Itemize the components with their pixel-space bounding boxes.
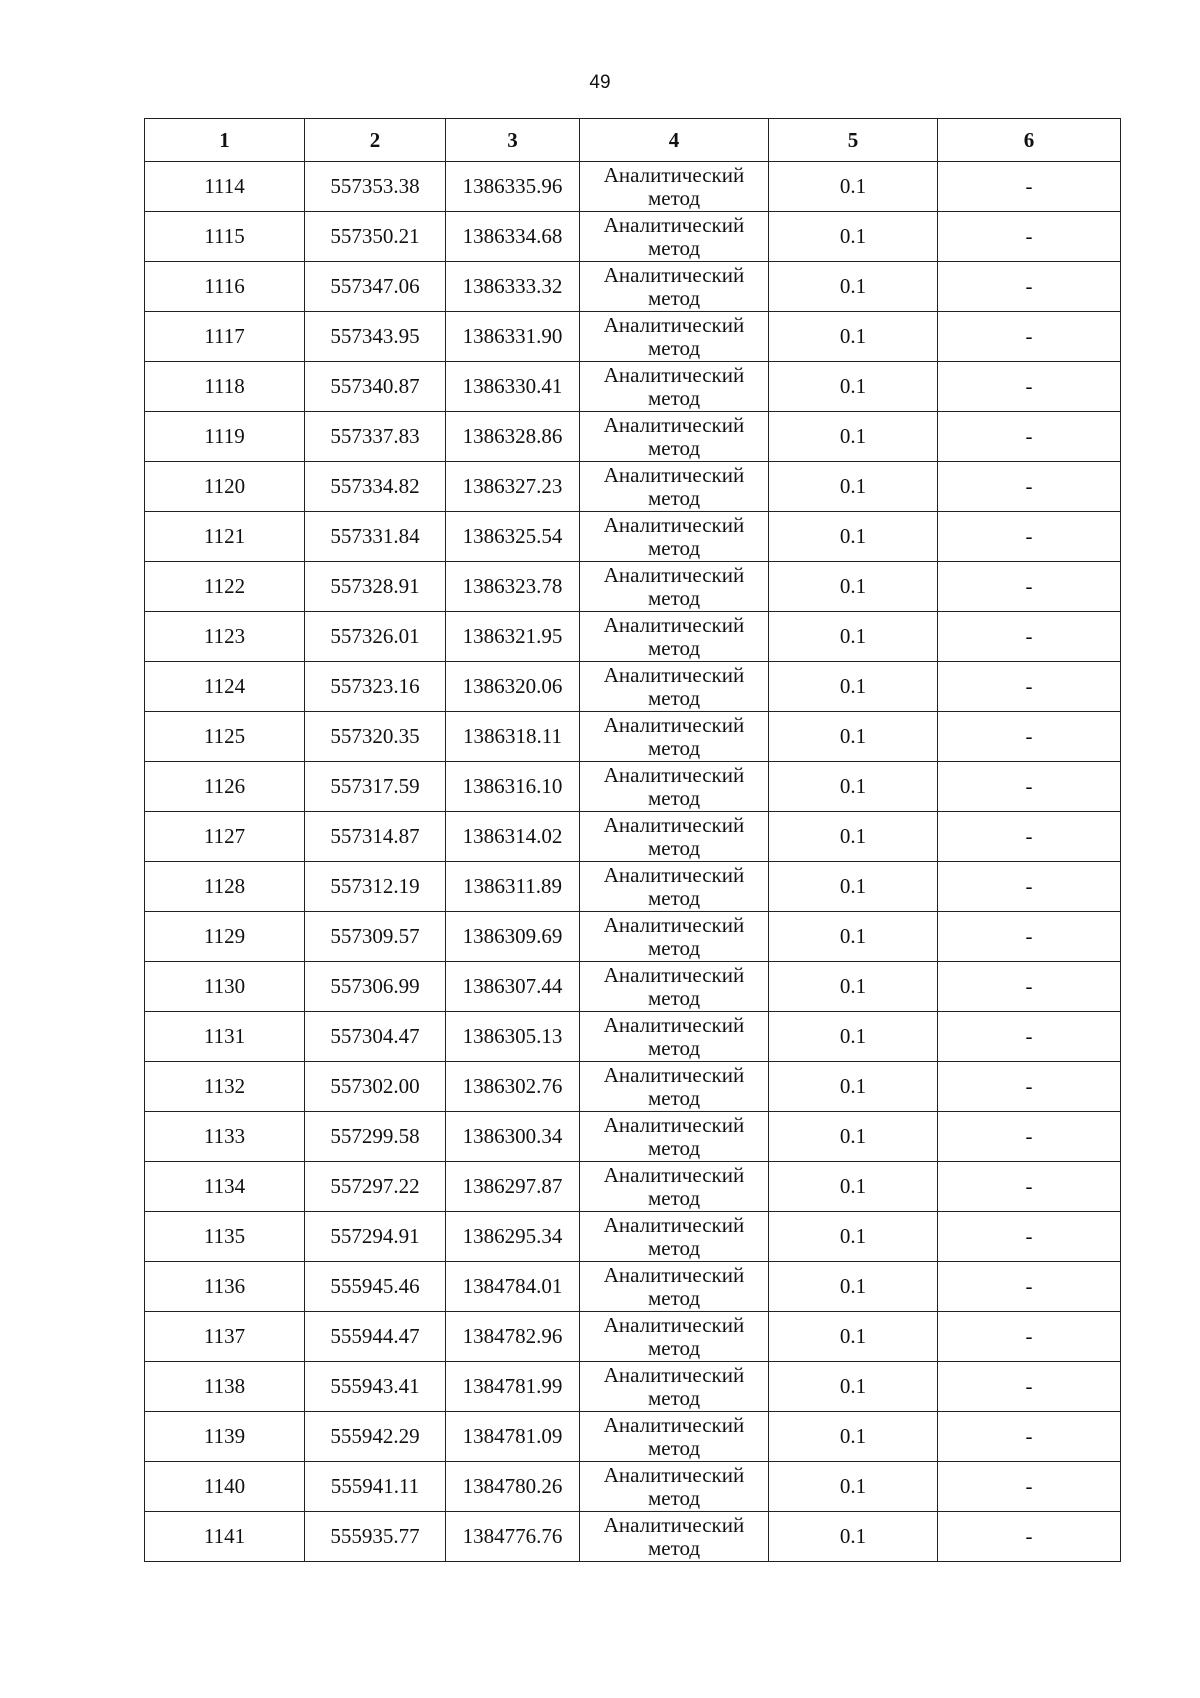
method-line-1: Аналитический xyxy=(603,662,745,687)
table-row xyxy=(145,1362,1121,1412)
accuracy-cell: 0.1 xyxy=(769,1212,938,1262)
note-cell: - xyxy=(938,162,1121,212)
x-coordinate-cell: 557340.87 xyxy=(305,362,446,412)
method-line-2: метод xyxy=(647,1085,701,1110)
point-number-cell: 1139 xyxy=(145,1412,305,1462)
method-line-2: метод xyxy=(647,235,701,260)
method-line-1: Аналитический xyxy=(603,412,745,437)
method-line-2: метод xyxy=(647,285,701,310)
accuracy-cell: 0.1 xyxy=(769,162,938,212)
note-cell: - xyxy=(938,212,1121,262)
method-line-1: Аналитический xyxy=(603,512,745,537)
point-number-cell: 1121 xyxy=(145,512,305,562)
accuracy-cell: 0.1 xyxy=(769,912,938,962)
accuracy-cell: 0.1 xyxy=(769,1412,938,1462)
x-coordinate-cell: 557294.91 xyxy=(305,1212,446,1262)
method-line-2: метод xyxy=(647,1335,701,1360)
accuracy-cell: 0.1 xyxy=(769,712,938,762)
point-number-cell: 1138 xyxy=(145,1362,305,1412)
header-cell: 5 xyxy=(769,119,938,162)
method-cell xyxy=(580,262,769,312)
method-line-2: метод xyxy=(647,585,701,610)
note-cell: - xyxy=(938,412,1121,462)
method-cell xyxy=(580,1362,769,1412)
note-cell: - xyxy=(938,1312,1121,1362)
note-cell: - xyxy=(938,262,1121,312)
method-line-2: метод xyxy=(647,1285,701,1310)
method-cell xyxy=(580,1162,769,1212)
method-cell xyxy=(580,1312,769,1362)
method-line-1: Аналитический xyxy=(603,1112,745,1137)
method-line-1: Аналитический xyxy=(603,262,745,287)
note-cell: - xyxy=(938,1112,1121,1162)
x-coordinate-cell: 555943.41 xyxy=(305,1362,446,1412)
table-row xyxy=(145,312,1121,362)
accuracy-cell: 0.1 xyxy=(769,1362,938,1412)
table-row xyxy=(145,162,1121,212)
note-cell: - xyxy=(938,1012,1121,1062)
accuracy-cell: 0.1 xyxy=(769,462,938,512)
note-cell: - xyxy=(938,1162,1121,1212)
table-row xyxy=(145,912,1121,962)
method-line-1: Аналитический xyxy=(603,962,745,987)
accuracy-cell: 0.1 xyxy=(769,1312,938,1362)
table-row xyxy=(145,562,1121,612)
x-coordinate-cell: 557302.00 xyxy=(305,1062,446,1112)
method-line-1: Аналитический xyxy=(603,212,745,237)
point-number-cell: 1123 xyxy=(145,612,305,662)
method-line-1: Аналитический xyxy=(603,1412,745,1437)
note-cell: - xyxy=(938,1412,1121,1462)
method-cell xyxy=(580,212,769,262)
method-line-1: Аналитический xyxy=(603,1362,745,1387)
accuracy-cell: 0.1 xyxy=(769,1112,938,1162)
table-row xyxy=(145,862,1121,912)
table-row xyxy=(145,512,1121,562)
point-number-cell: 1129 xyxy=(145,912,305,962)
method-line-1: Аналитический xyxy=(603,712,745,737)
method-line-2: метод xyxy=(647,1385,701,1410)
y-coordinate-cell: 1386307.44 xyxy=(446,962,580,1012)
method-line-2: метод xyxy=(647,1485,701,1510)
y-coordinate-cell: 1386320.06 xyxy=(446,662,580,712)
y-coordinate-cell: 1384782.96 xyxy=(446,1312,580,1362)
accuracy-cell: 0.1 xyxy=(769,612,938,662)
note-cell: - xyxy=(938,1262,1121,1312)
header-cell: 1 xyxy=(145,119,305,162)
x-coordinate-cell: 557353.38 xyxy=(305,162,446,212)
method-line-2: метод xyxy=(647,985,701,1010)
method-line-1: Аналитический xyxy=(603,1012,745,1037)
x-coordinate-cell: 557337.83 xyxy=(305,412,446,462)
y-coordinate-cell: 1384780.26 xyxy=(446,1462,580,1512)
x-coordinate-cell: 557297.22 xyxy=(305,1162,446,1212)
accuracy-cell: 0.1 xyxy=(769,662,938,712)
accuracy-cell: 0.1 xyxy=(769,762,938,812)
accuracy-cell: 0.1 xyxy=(769,412,938,462)
table-row xyxy=(145,762,1121,812)
method-cell xyxy=(580,562,769,612)
method-line-2: метод xyxy=(647,735,701,760)
table-row xyxy=(145,962,1121,1012)
method-line-1: Аналитический xyxy=(603,312,745,337)
y-coordinate-cell: 1386297.87 xyxy=(446,1162,580,1212)
table-row xyxy=(145,1012,1121,1062)
method-line-1: Аналитический xyxy=(603,612,745,637)
header-row xyxy=(145,119,1121,162)
y-coordinate-cell: 1386328.86 xyxy=(446,412,580,462)
point-number-cell: 1131 xyxy=(145,1012,305,1062)
point-number-cell: 1118 xyxy=(145,362,305,412)
accuracy-cell: 0.1 xyxy=(769,1262,938,1312)
method-line-2: метод xyxy=(647,1235,701,1260)
x-coordinate-cell: 557304.47 xyxy=(305,1012,446,1062)
accuracy-cell: 0.1 xyxy=(769,1062,938,1112)
y-coordinate-cell: 1386333.32 xyxy=(446,262,580,312)
accuracy-cell: 0.1 xyxy=(769,1162,938,1212)
point-number-cell: 1124 xyxy=(145,662,305,712)
note-cell: - xyxy=(938,1062,1121,1112)
x-coordinate-cell: 557309.57 xyxy=(305,912,446,962)
accuracy-cell: 0.1 xyxy=(769,1012,938,1062)
point-number-cell: 1134 xyxy=(145,1162,305,1212)
method-cell xyxy=(580,662,769,712)
method-line-1: Аналитический xyxy=(603,912,745,937)
note-cell: - xyxy=(938,1362,1121,1412)
header-cell: 2 xyxy=(305,119,446,162)
point-number-cell: 1115 xyxy=(145,212,305,262)
method-cell xyxy=(580,962,769,1012)
x-coordinate-cell: 557320.35 xyxy=(305,712,446,762)
note-cell: - xyxy=(938,862,1121,912)
method-line-2: метод xyxy=(647,685,701,710)
accuracy-cell: 0.1 xyxy=(769,362,938,412)
header-cell: 3 xyxy=(446,119,580,162)
x-coordinate-cell: 557312.19 xyxy=(305,862,446,912)
point-number-cell: 1137 xyxy=(145,1312,305,1362)
table-row xyxy=(145,1312,1121,1362)
accuracy-cell: 0.1 xyxy=(769,1512,938,1562)
method-line-2: метод xyxy=(647,485,701,510)
accuracy-cell: 0.1 xyxy=(769,962,938,1012)
method-cell xyxy=(580,462,769,512)
table-row xyxy=(145,662,1121,712)
accuracy-cell: 0.1 xyxy=(769,812,938,862)
x-coordinate-cell: 557350.21 xyxy=(305,212,446,262)
y-coordinate-cell: 1386316.10 xyxy=(446,762,580,812)
x-coordinate-cell: 555944.47 xyxy=(305,1312,446,1362)
method-line-1: Аналитический xyxy=(603,362,745,387)
x-coordinate-cell: 555941.11 xyxy=(305,1462,446,1512)
x-coordinate-cell: 557326.01 xyxy=(305,612,446,662)
coordinates-table xyxy=(144,118,1121,1562)
x-coordinate-cell: 555935.77 xyxy=(305,1512,446,1562)
method-cell xyxy=(580,1412,769,1462)
method-line-1: Аналитический xyxy=(603,1212,745,1237)
method-line-1: Аналитический xyxy=(603,862,745,887)
table-row xyxy=(145,1412,1121,1462)
x-coordinate-cell: 557334.82 xyxy=(305,462,446,512)
note-cell: - xyxy=(938,1462,1121,1512)
table-row xyxy=(145,712,1121,762)
method-line-2: метод xyxy=(647,1185,701,1210)
point-number-cell: 1120 xyxy=(145,462,305,512)
method-cell xyxy=(580,712,769,762)
y-coordinate-cell: 1386300.34 xyxy=(446,1112,580,1162)
point-number-cell: 1141 xyxy=(145,1512,305,1562)
table-row xyxy=(145,412,1121,462)
method-line-2: метод xyxy=(647,535,701,560)
accuracy-cell: 0.1 xyxy=(769,862,938,912)
method-cell xyxy=(580,762,769,812)
note-cell: - xyxy=(938,312,1121,362)
method-line-2: метод xyxy=(647,785,701,810)
method-line-2: метод xyxy=(647,335,701,360)
y-coordinate-cell: 1386327.23 xyxy=(446,462,580,512)
x-coordinate-cell: 557306.99 xyxy=(305,962,446,1012)
method-line-1: Аналитический xyxy=(603,1462,745,1487)
y-coordinate-cell: 1386314.02 xyxy=(446,812,580,862)
table-row xyxy=(145,1112,1121,1162)
header-cell: 6 xyxy=(938,119,1121,162)
accuracy-cell: 0.1 xyxy=(769,312,938,362)
table-row xyxy=(145,1212,1121,1262)
method-line-2: метод xyxy=(647,1035,701,1060)
note-cell: - xyxy=(938,1212,1121,1262)
x-coordinate-cell: 557331.84 xyxy=(305,512,446,562)
note-cell: - xyxy=(938,762,1121,812)
table-body xyxy=(145,162,1121,1562)
method-cell xyxy=(580,912,769,962)
table-row xyxy=(145,212,1121,262)
method-line-1: Аналитический xyxy=(603,1312,745,1337)
method-cell xyxy=(580,1062,769,1112)
method-line-1: Аналитический xyxy=(603,1062,745,1087)
note-cell: - xyxy=(938,712,1121,762)
point-number-cell: 1117 xyxy=(145,312,305,362)
x-coordinate-cell: 555942.29 xyxy=(305,1412,446,1462)
y-coordinate-cell: 1384781.99 xyxy=(446,1362,580,1412)
table-row xyxy=(145,1262,1121,1312)
header-cell: 4 xyxy=(580,119,769,162)
table-row xyxy=(145,1062,1121,1112)
method-cell xyxy=(580,1112,769,1162)
method-cell xyxy=(580,162,769,212)
y-coordinate-cell: 1386305.13 xyxy=(446,1012,580,1062)
method-line-2: метод xyxy=(647,1435,701,1460)
y-coordinate-cell: 1386309.69 xyxy=(446,912,580,962)
table-row xyxy=(145,1512,1121,1562)
method-line-1: Аналитический xyxy=(603,812,745,837)
point-number-cell: 1114 xyxy=(145,162,305,212)
x-coordinate-cell: 557317.59 xyxy=(305,762,446,812)
x-coordinate-cell: 557343.95 xyxy=(305,312,446,362)
table-row xyxy=(145,1462,1121,1512)
point-number-cell: 1140 xyxy=(145,1462,305,1512)
method-line-2: метод xyxy=(647,935,701,960)
accuracy-cell: 0.1 xyxy=(769,1462,938,1512)
note-cell: - xyxy=(938,1512,1121,1562)
note-cell: - xyxy=(938,662,1121,712)
point-number-cell: 1128 xyxy=(145,862,305,912)
y-coordinate-cell: 1386302.76 xyxy=(446,1062,580,1112)
method-line-2: метод xyxy=(647,185,701,210)
table-row xyxy=(145,262,1121,312)
note-cell: - xyxy=(938,912,1121,962)
method-line-1: Аналитический xyxy=(603,1262,745,1287)
x-coordinate-cell: 555945.46 xyxy=(305,1262,446,1312)
point-number-cell: 1126 xyxy=(145,762,305,812)
method-cell xyxy=(580,1512,769,1562)
y-coordinate-cell: 1386334.68 xyxy=(446,212,580,262)
y-coordinate-cell: 1386318.11 xyxy=(446,712,580,762)
method-line-1: Аналитический xyxy=(603,762,745,787)
y-coordinate-cell: 1386321.95 xyxy=(446,612,580,662)
method-line-1: Аналитический xyxy=(603,1162,745,1187)
point-number-cell: 1133 xyxy=(145,1112,305,1162)
method-cell xyxy=(580,612,769,662)
accuracy-cell: 0.1 xyxy=(769,262,938,312)
y-coordinate-cell: 1386311.89 xyxy=(446,862,580,912)
note-cell: - xyxy=(938,812,1121,862)
accuracy-cell: 0.1 xyxy=(769,562,938,612)
point-number-cell: 1116 xyxy=(145,262,305,312)
method-cell xyxy=(580,512,769,562)
method-line-2: метод xyxy=(647,435,701,460)
x-coordinate-cell: 557299.58 xyxy=(305,1112,446,1162)
y-coordinate-cell: 1386330.41 xyxy=(446,362,580,412)
y-coordinate-cell: 1386323.78 xyxy=(446,562,580,612)
note-cell: - xyxy=(938,362,1121,412)
method-line-1: Аналитический xyxy=(603,562,745,587)
method-line-1: Аналитический xyxy=(603,162,745,187)
table-row xyxy=(145,462,1121,512)
point-number-cell: 1122 xyxy=(145,562,305,612)
method-cell xyxy=(580,1012,769,1062)
method-line-2: метод xyxy=(647,385,701,410)
point-number-cell: 1127 xyxy=(145,812,305,862)
note-cell: - xyxy=(938,612,1121,662)
method-cell xyxy=(580,1462,769,1512)
y-coordinate-cell: 1386295.34 xyxy=(446,1212,580,1262)
x-coordinate-cell: 557314.87 xyxy=(305,812,446,862)
method-line-2: метод xyxy=(647,1535,701,1560)
x-coordinate-cell: 557323.16 xyxy=(305,662,446,712)
note-cell: - xyxy=(938,462,1121,512)
point-number-cell: 1136 xyxy=(145,1262,305,1312)
method-cell xyxy=(580,862,769,912)
x-coordinate-cell: 557347.06 xyxy=(305,262,446,312)
note-cell: - xyxy=(938,512,1121,562)
method-cell xyxy=(580,1212,769,1262)
point-number-cell: 1125 xyxy=(145,712,305,762)
y-coordinate-cell: 1386325.54 xyxy=(446,512,580,562)
method-cell xyxy=(580,812,769,862)
y-coordinate-cell: 1384784.01 xyxy=(446,1262,580,1312)
table-row xyxy=(145,612,1121,662)
method-line-1: Аналитический xyxy=(603,462,745,487)
method-line-2: метод xyxy=(647,835,701,860)
table-row xyxy=(145,1162,1121,1212)
table-row xyxy=(145,812,1121,862)
table-row xyxy=(145,362,1121,412)
note-cell: - xyxy=(938,962,1121,1012)
y-coordinate-cell: 1386335.96 xyxy=(446,162,580,212)
accuracy-cell: 0.1 xyxy=(769,212,938,262)
method-line-2: метод xyxy=(647,1135,701,1160)
method-cell xyxy=(580,312,769,362)
page-number: 49 xyxy=(589,72,611,93)
method-line-2: метод xyxy=(647,885,701,910)
method-cell xyxy=(580,362,769,412)
y-coordinate-cell: 1384776.76 xyxy=(446,1512,580,1562)
point-number-cell: 1130 xyxy=(145,962,305,1012)
method-cell xyxy=(580,1262,769,1312)
note-cell: - xyxy=(938,562,1121,612)
point-number-cell: 1119 xyxy=(145,412,305,462)
y-coordinate-cell: 1386331.90 xyxy=(446,312,580,362)
method-line-1: Аналитический xyxy=(603,1512,745,1537)
point-number-cell: 1135 xyxy=(145,1212,305,1262)
accuracy-cell: 0.1 xyxy=(769,512,938,562)
method-cell xyxy=(580,412,769,462)
y-coordinate-cell: 1384781.09 xyxy=(446,1412,580,1462)
point-number-cell: 1132 xyxy=(145,1062,305,1112)
method-line-2: метод xyxy=(647,635,701,660)
x-coordinate-cell: 557328.91 xyxy=(305,562,446,612)
